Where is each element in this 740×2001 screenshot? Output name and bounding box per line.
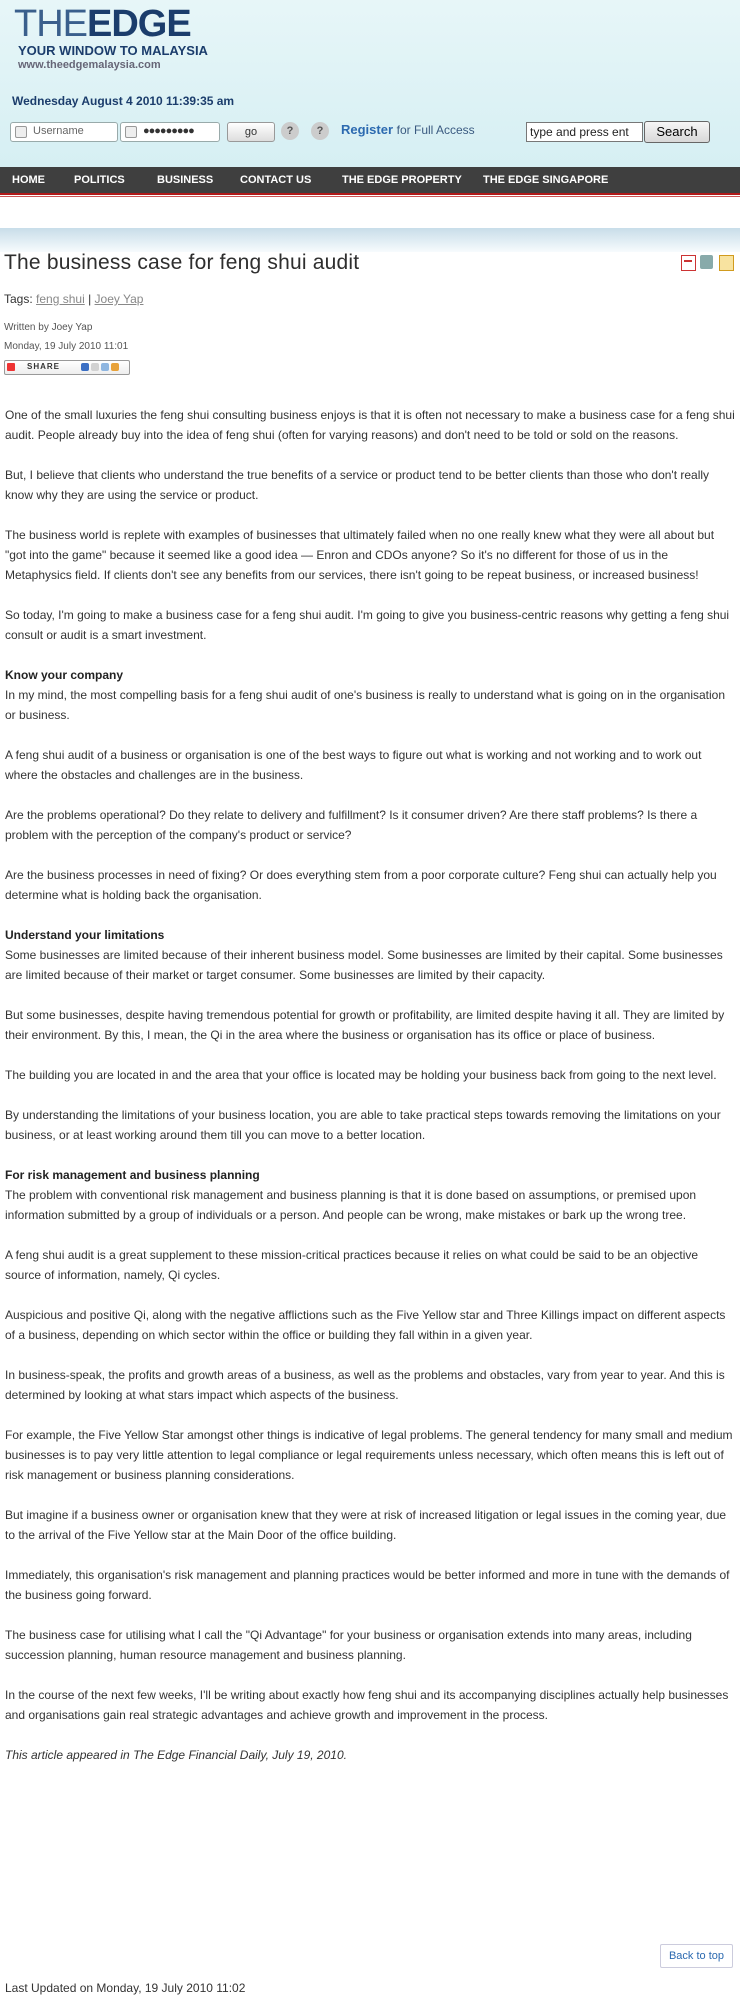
paragraph: A feng shui audit is a great supplement to these mission-critical practices because it relies on what could be said to be an objective source of information, namely, Qi cycles. [5,1248,699,1282]
tag-link-feng-shui[interactable]: feng shui [36,292,85,306]
article-title: The business case for feng shui audit [4,251,360,274]
section-heading-know-your-company: Know your company [5,668,124,682]
paragraph: Auspicious and positive Qi, along with the negative afflictions such as the Five Yellow star and Three Killings impact on different aspects of a business, depending on which sector within the office or building they fall within in a given year. [5,1308,726,1342]
paragraph: In the course of the next few weeks, I'll be writing about exactly how feng shui and its accompanying disciplines actually help businesses and organisations gain real strategic advantages and achieve growth and improvement in the process. [5,1688,729,1722]
tag-link-joey-yap[interactable]: Joey Yap [94,292,144,306]
paragraph: So today, I'm going to make a business case for a feng shui audit. I'm going to give you business-centric reasons why getting a feng shui consult or audit is a smart investment. [5,608,730,642]
logo-url: www.theedgemalaysia.com [18,59,161,71]
site-header [0,0,740,167]
paragraph: Immediately, this organisation's risk management and planning practices would be better informed and more in tune with the demands of the business going forward. [5,1568,730,1602]
paragraph: The building you are located in and the area that your office is located may be holding your business back from going to the next level. [5,1068,717,1082]
nav-item-business[interactable]: BUSINESS [157,174,214,186]
last-updated: Last Updated on Monday, 19 July 2010 11:02 [5,1981,246,1995]
password-field[interactable]: ●●●●●●●●● [120,122,220,142]
nav-divider [0,193,740,195]
share-plus-icon [7,363,15,371]
paragraph: The business case for utilising what I call the "Qi Advantage" for your business or organisation extends into many areas, including succession planning, human resource management and business planning. [5,1628,692,1662]
nav-item-contact-us[interactable]: CONTACT US [240,174,312,186]
logo-tagline: YOUR WINDOW TO MALAYSIA [18,43,208,58]
paragraph: One of the small luxuries the feng shui consulting business enjoys is that it is often not necessary to make a business case for a feng shui audit. People already buy into the idea of feng shui (often for varying reasons) and don't need to be told or sold on the reasons. [5,408,735,442]
login-bar [10,122,730,142]
paragraph: In business-speak, the profits and growth areas of a business, as well as the problems and obstacles, vary from year to year. And this is determined by looking at what stars impact which aspects of the business. [5,1368,725,1402]
user-icon [15,126,27,138]
register-link[interactable]: Register for Full Access [341,122,475,137]
content-top-band [0,228,740,252]
search-input[interactable]: type and press ent [526,122,643,142]
paragraph: But imagine if a business owner or organisation knew that they were at risk of increased litigation or legal issues in the coming year, due to the arrival of the Five Yellow star at the Main Door of the office building. [5,1508,727,1542]
login-go-button[interactable]: go [227,122,275,142]
digg-icon [91,363,99,371]
help-icon[interactable]: ? [281,122,299,140]
paragraph: By understanding the limitations of your business location, you are able to take practical steps towards removing the limitations on your business, or at least working around them till you can move to a better location. [5,1108,721,1142]
key-icon [125,126,137,138]
pdf-icon[interactable] [681,255,696,271]
paragraph: The problem with conventional risk management and business planning is that it is done based on assumptions, or premised upon information submitted by a group of individuals or a person. And people can be wrong, make mistakes or bark up the wrong tree. [5,1188,697,1222]
search-button[interactable]: Search [644,121,710,143]
nav-divider-thin [0,196,740,197]
favorites-icon [111,363,119,371]
delicious-icon [81,363,89,371]
article-source-note: This article appeared in The Edge Financial Daily, July 19, 2010. [5,1748,347,1762]
email-icon[interactable] [719,255,734,271]
paragraph: A feng shui audit of a business or organisation is one of the best ways to figure out what is working and not working and to work out where the obstacles and challenges are in the business. [5,748,702,782]
paragraph: Are the business processes in need of fixing? Or does everything stem from a poor corporate culture? Feng shui can actually help you determine what is holding back the organisation. [5,868,717,902]
section-heading-understand-limitations: Understand your limitations [5,928,165,942]
paragraph: The business world is replete with examples of businesses that ultimately failed when no one really knew what they were all about but "got into the game" because it seemed like a good idea — Enron and CDOs anyone? So it's no different for those of us in the Metaphysics field. If clients don't see any benefits from our services, there isn't going to be repeat business, or increased business! [5,528,715,582]
article-tags: Tags: feng shui | Joey Yap [4,292,144,306]
paragraph: But some businesses, despite having tremendous potential for growth or profitability, are limited despite having it all. They are limited by their environment. By this, I mean, the Qi in the area where the business or organisation has its office or place of business. [5,1008,725,1042]
print-icon[interactable] [700,255,713,269]
back-to-top-button[interactable]: Back to top [660,1944,733,1968]
user-help-icon[interactable]: ? [311,122,329,140]
share-button[interactable]: SHARE [4,360,130,375]
paragraph: But, I believe that clients who understand the true benefits of a service or product tend to be better clients than those who don't really know why they are using the service or product. [5,468,710,502]
article-author: Written by Joey Yap [4,322,93,333]
current-date: Wednesday August 4 2010 11:39:35 am [12,94,235,108]
article-date: Monday, 19 July 2010 11:01 [4,341,129,352]
paragraph: Are the problems operational? Do they relate to delivery and fulfillment? Is it consumer driven? Are there staff problems? Is there a problem with the perception of the company's product or service? [5,808,698,842]
site-logo[interactable] [14,4,208,72]
paragraph: For example, the Five Yellow Star amongst other things is indicative of legal problems. The general tendency for many small and medium businesses is to pay very little attention to legal compliance or legal requirements unless necessary, which often means this is left out of risk management or business planning considerations. [5,1428,733,1482]
email-share-icon [101,363,109,371]
nav-item-the-edge-property[interactable]: THE EDGE PROPERTY [342,174,462,186]
nav-item-the-edge-singapore[interactable]: THE EDGE SINGAPORE [483,174,609,186]
username-field[interactable]: Username [10,122,118,142]
article-body [5,405,735,1785]
paragraph: In my mind, the most compelling basis for a feng shui audit of one's business is really to understand what is going on in the organisation or business. [5,688,726,722]
logo-wordmark: THEEDGE [14,3,191,45]
main-nav [0,167,740,193]
nav-item-politics[interactable]: POLITICS [74,174,125,186]
paragraph: Some businesses are limited because of their inherent business model. Some businesses are limited by their capital. Some businesses are limited because of their market or target consumer. Some businesses are limited by their capacity. [5,948,723,982]
section-heading-risk-management: For risk management and business planning [5,1168,260,1182]
nav-item-home[interactable]: HOME [12,174,45,186]
